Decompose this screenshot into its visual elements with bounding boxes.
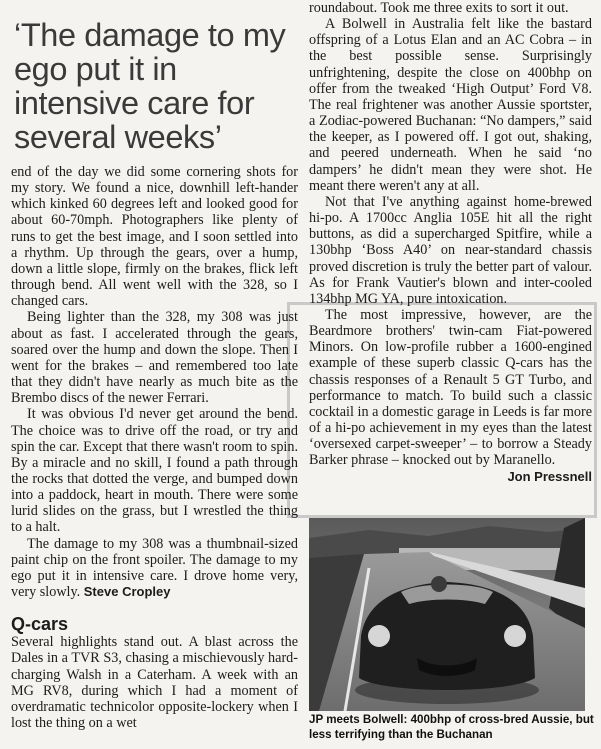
body-paragraph: Being lighter than the 328, my 308 was just about as fast. I accelerated through the gears, soared over the hump and down the slope. Then I went for the brakes – and remembered too late that they didn't have nearly as much bite as the Brembo discs of the newer Ferrari. bbox=[11, 309, 298, 407]
body-paragraph bbox=[309, 306, 592, 484]
right-headlight bbox=[504, 625, 526, 647]
left-column bbox=[11, 0, 298, 731]
body-paragraph bbox=[11, 536, 298, 601]
body-paragraph: A Bolwell in Australia felt like the bastard offspring of a Lotus Elan and an AC Cobra – in the best possible sense. Surprisingly unfrightening, despite the close on 400bhp on offer from the tweaked ‘High Output’ Ford V8. The real frightener was another Aussie sportster, a Zodiac-powered Buchanan: “No dampers,” said the keeper, as I powered off. I got out, shaking, and peered underneath. When he said ‘no dampers’ he didn't mean they were shot. He meant there weren't any at all. bbox=[309, 16, 592, 194]
paragraph-text: The most impressive, however, are the Beardmore brothers' twin-cam Fiat-powered Minors. On low-profile rubber a 1600-engined example of these superb classic Q-cars has the chassis responses of a Renault 5 GT Turbo, and performance to match. To build such a classic cocktail in a domestic garage in Leeds is far more of a hi-po achievement in my eyes than the latest ‘oversexed carpet-sweeper’ – to borrow a Steady Barker phrase – knocked out by Maranello. bbox=[309, 306, 592, 469]
car-photo bbox=[309, 518, 585, 711]
driver-head bbox=[431, 576, 447, 592]
body-paragraph: end of the day we did some cornering shots for my story. We found a nice, downhill left-hander which kinked 60 degrees left and looked good for about 60-70mph. Photographers like plenty of runs to get the best image, and I soon settled into a rhythm. Up through the gears, over a hump, down a little slope, firmly on the brakes, flick left through bend. All went well with the 328, so I changed cars. bbox=[11, 164, 298, 310]
body-paragraph: It was obvious I'd never get around the bend. The choice was to drive off the road, or try and spin the car. Except that there wasn't room to spin. By a miracle and no skill, I found a path through the rocks that dotted the verge, and bumped down into a paddock, heart in mouth. There were some lurid slides on the grass, but I wrestled the thing to a halt. bbox=[11, 406, 298, 536]
body-paragraph: Not that I've anything against home-brewed hi-po. A 1700cc Anglia 105E hit all the right buttons, as did a supercharged Spitfire, while a 130bhp ‘Boss A40’ on near-standard chassis proved discretion is truly the better part of valour. As for Frank Vautier's blown and inter-cooled 134bhp MG YA, pure intoxication. bbox=[309, 193, 592, 307]
body-paragraph: Several highlights stand out. A blast across the Dales in a TVR S3, chasing a mischievously hard-charging Walsh in a Caterham. A week with an MG RV8, during which I had a moment of overdramatic technicolor opposite-lockery when I lost the thing on a wet bbox=[11, 634, 298, 731]
paragraph-text: The damage to my 308 was a thumbnail-sized paint chip on the front spoiler. The damage to my ego put it in intensive care. I drove home very, very slowly. bbox=[11, 535, 298, 601]
byline-jon-pressnell: Jon Pressnell bbox=[507, 468, 592, 484]
pull-quote: ‘The damage to my ego put it in intensive care for several weeks’ bbox=[14, 17, 286, 155]
bolwell-car-photo-illustration bbox=[309, 518, 585, 711]
byline-steve-cropley: Steve Cropley bbox=[83, 584, 171, 600]
photo-caption: JP meets Bolwell: 400bhp of cross-bred Aussie, but less terrifying than the Buchanan bbox=[309, 713, 594, 741]
left-headlight bbox=[368, 625, 390, 647]
body-paragraph: roundabout. Took me three exits to sort it out. bbox=[309, 0, 569, 16]
right-column bbox=[309, 0, 592, 485]
section-heading-q-cars: Q-cars bbox=[11, 614, 69, 635]
